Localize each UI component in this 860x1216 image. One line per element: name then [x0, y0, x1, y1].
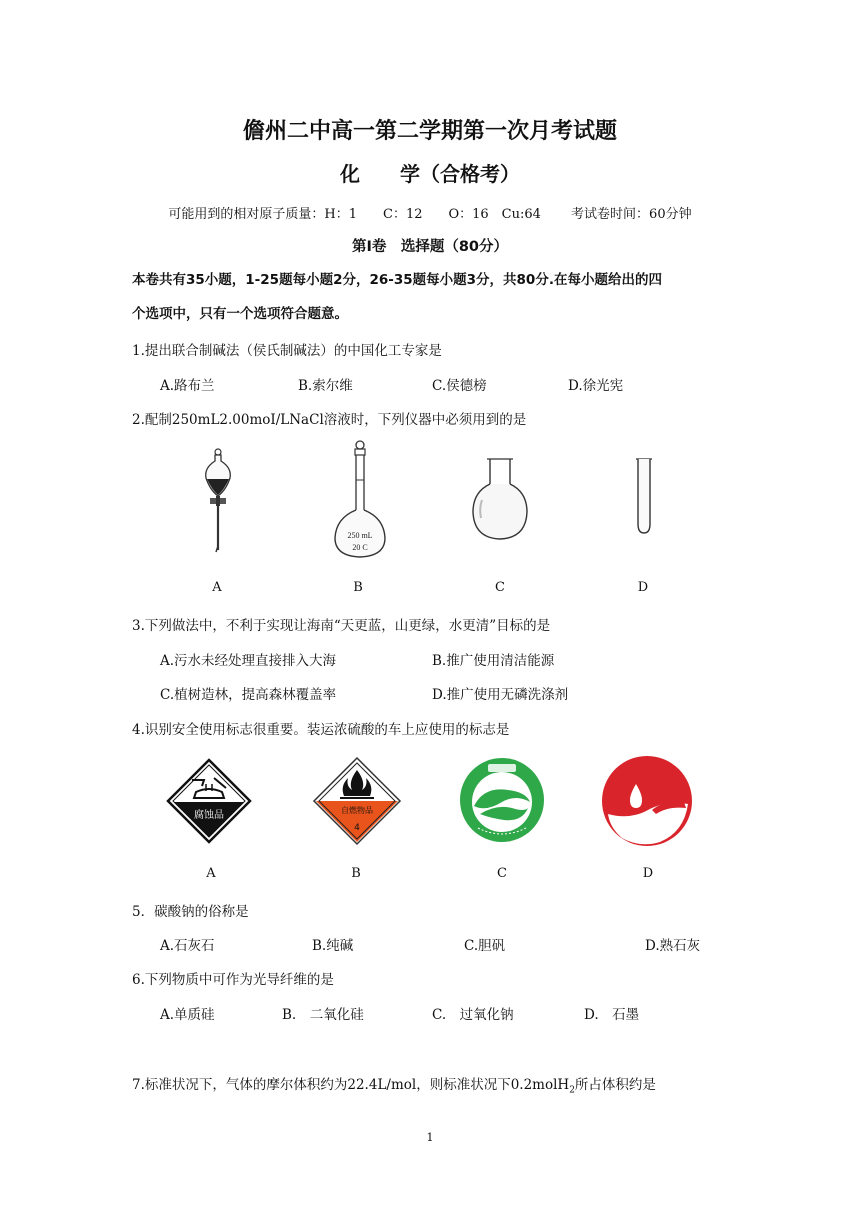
question-7-subscript: 2 — [569, 1085, 575, 1096]
q4-image-label-a: A — [206, 866, 216, 881]
exam-meta: 可能用到的相对原子质量：H：1 C：12 O：16 Cu:64 考试卷时间：60分钟 — [168, 207, 692, 222]
q5-option-b: B.纯碱 — [312, 938, 354, 954]
q1-option-c: C.侯德榜 — [432, 378, 487, 394]
corrosive-sign-text: 腐蚀品 — [194, 810, 224, 821]
question-7-text: 7.标准状况下，气体的摩尔体积约为22.4L/mol，则标准状况下0.2molH — [132, 1077, 570, 1093]
q2-image-label-a: A — [212, 580, 222, 595]
question-7-text-tail: 所占体积约是 — [574, 1077, 656, 1093]
spontaneously-combustible-sign — [312, 756, 402, 846]
test-tube-image — [632, 456, 656, 536]
exam-subtitle: 化 学（合格考） — [340, 162, 520, 186]
instructions-line-1: 本卷共有35小题，1-25题每小题2分，26-35题每小题3分，共80分.在每小题给出的四 — [132, 272, 662, 288]
q2-image-label-b: B — [353, 580, 363, 595]
q2-image-label-d: D — [637, 580, 649, 595]
corrosive-hazard-sign — [166, 758, 252, 844]
question-6: 6.下列物质中可作为光导纤维的是 — [132, 972, 334, 988]
q6-option-b: B. 二氧化硅 — [282, 1007, 364, 1023]
q3-option-b: B.推广使用清洁能源 — [432, 653, 555, 669]
round-bottom-flask-image — [470, 456, 530, 542]
q5-option-d: D.熟石灰 — [645, 938, 701, 954]
q2-image-label-c: C — [495, 580, 505, 595]
organic-food-logo — [456, 756, 548, 844]
question-1: 1.提出联合制碱法（侯氏制碱法）的中国化工专家是 — [132, 343, 442, 359]
q6-option-d: D. 石墨 — [584, 1007, 640, 1023]
question-4: 4.识别安全使用标志很重要。装运浓硫酸的车上应使用的标志是 — [132, 722, 510, 738]
page-number: 1 — [426, 1131, 434, 1144]
q5-option-c: C.胆矾 — [464, 938, 506, 954]
question-7 — [132, 1073, 656, 1096]
separatory-funnel-image — [196, 446, 240, 556]
q1-option-d: D.徐光宪 — [568, 378, 624, 394]
instructions-line-2: 个选项中，只有一个选项符合题意。 — [132, 306, 348, 322]
volumetric-flask-image — [330, 440, 390, 560]
exam-title: 儋州二中高一第二学期第一次月考试题 — [242, 119, 617, 144]
question-3: 3.下列做法中，不利于实现让海南“天更蓝，山更绿，水更清”目标的是 — [132, 618, 551, 634]
q6-option-a: A.单质硅 — [160, 1007, 215, 1023]
flask-volume-mark: 250 mL — [347, 531, 373, 540]
q1-option-a: A.路布兰 — [160, 378, 215, 394]
flask-temperature-mark: 20 C — [352, 543, 368, 552]
section-title: 第Ⅰ卷 选择题（80分） — [351, 239, 509, 255]
q4-image-label-d: D — [642, 866, 654, 881]
q4-image-label-c: C — [497, 866, 507, 881]
question-5: 5．碳酸钠的俗称是 — [132, 904, 249, 920]
question-2: 2.配制250mL2.00moI/LNaCl溶液时，下列仪器中必须用到的是 — [132, 412, 527, 428]
q5-option-a: A.石灰石 — [160, 938, 215, 954]
q1-option-b: B.索尔维 — [298, 378, 353, 394]
red-water-drop-logo — [600, 754, 694, 848]
q6-option-c: C. 过氧化钠 — [432, 1007, 514, 1023]
combustible-sign-class: 4 — [354, 823, 360, 833]
q3-option-a: A.污水未经处理直接排入大海 — [160, 653, 337, 669]
q3-option-d: D.推广使用无磷洗涤剂 — [432, 687, 569, 703]
combustible-sign-text: 自燃物品 — [341, 806, 373, 815]
q3-option-c: C.植树造林，提高森林覆盖率 — [160, 687, 337, 703]
q4-image-label-b: B — [351, 866, 361, 881]
